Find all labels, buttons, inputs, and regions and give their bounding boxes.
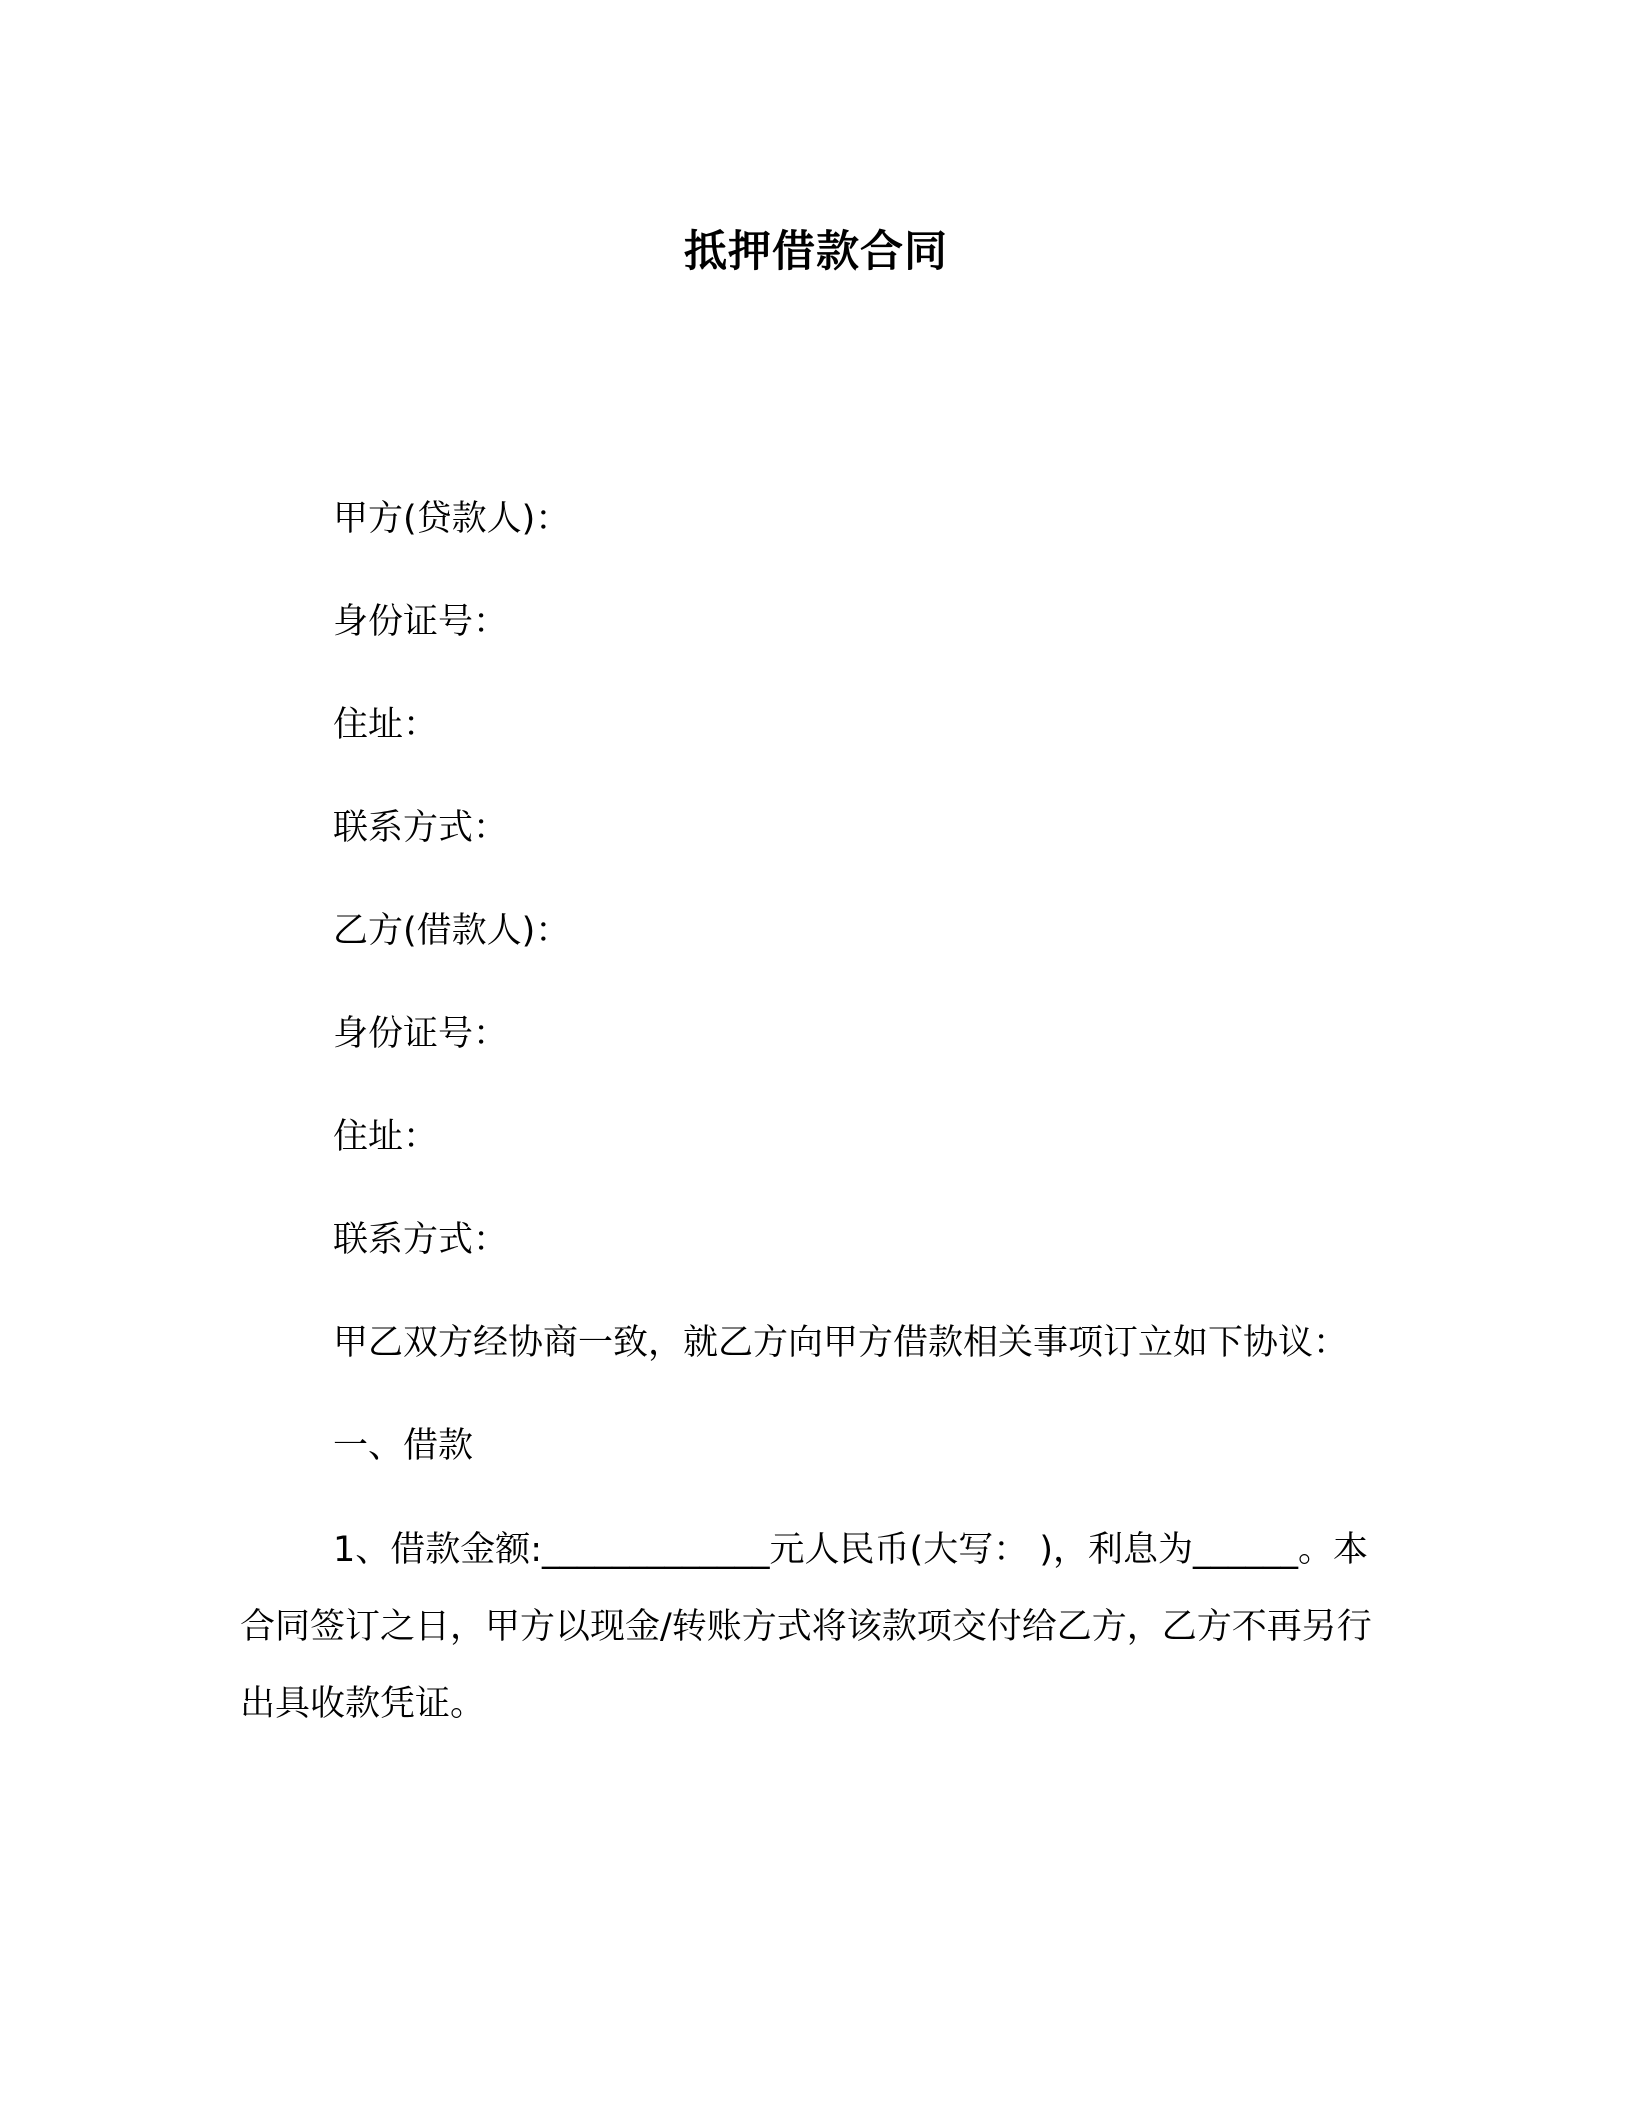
clause-1-text: 1、借款金额:_____________元人民币(大写： )，利息为______。本合同签订之日，甲方以现金/转账方式将该款项交付给乙方，乙方不再另行出具收款凭证。 (240, 1530, 1372, 1724)
party-b-contact-label: 联系方式： (333, 1220, 509, 1260)
section-1-heading: 一、借款 (333, 1426, 474, 1466)
document-title: 抵押借款合同 (684, 227, 948, 277)
party-b-id-label: 身份证号： (333, 1014, 509, 1054)
party-a-id-label: 身份证号： (333, 602, 509, 642)
clause-1-paragraph (240, 1512, 1400, 1743)
party-a-address-label: 住址： (333, 705, 439, 745)
party-b-name-label: 乙方(借款人)： (333, 911, 571, 951)
party-a-contact-label: 联系方式： (333, 808, 509, 848)
preamble-text: 甲乙双方经协商一致，就乙方向甲方借款相关事项订立如下协议： (333, 1323, 1349, 1363)
party-a-name-label: 甲方(贷款人)： (333, 499, 571, 539)
party-b-address-label: 住址： (333, 1117, 439, 1157)
